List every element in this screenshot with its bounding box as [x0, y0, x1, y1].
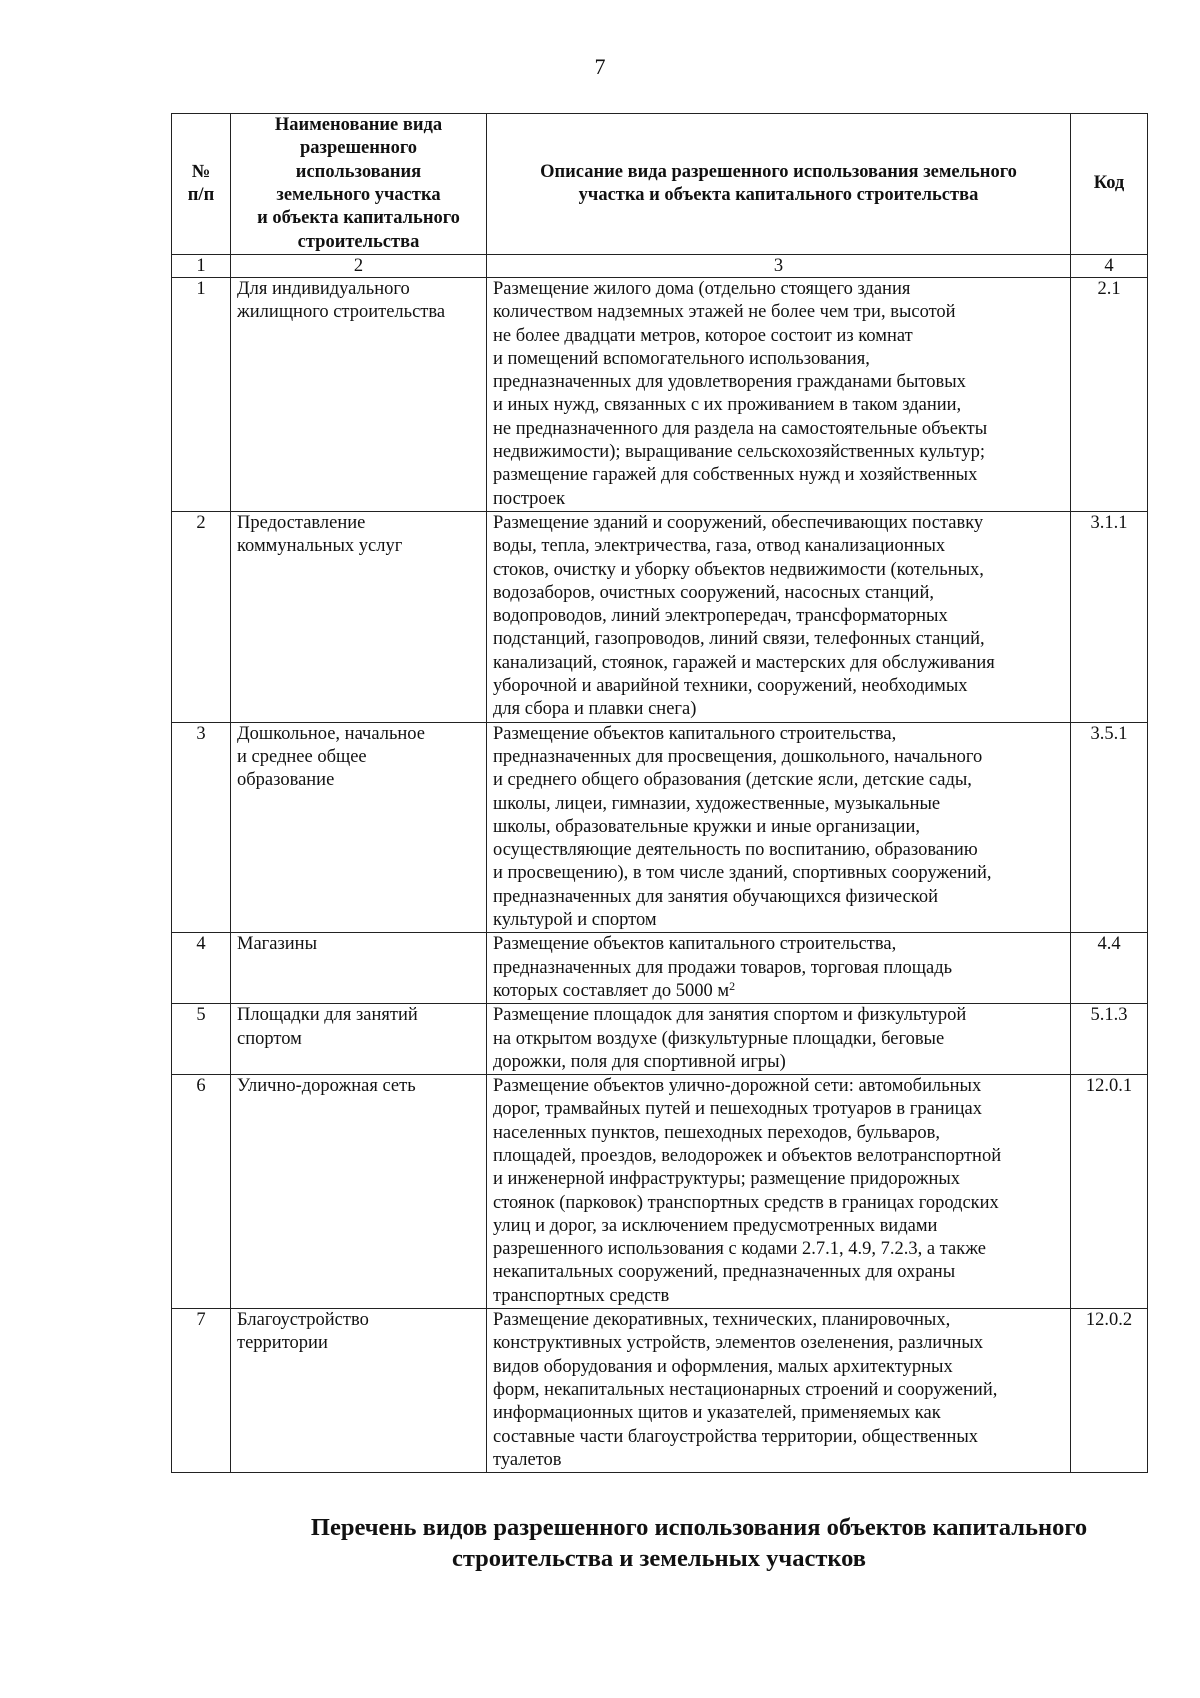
description-line: информационных щитов и указателей, применяемых как	[493, 1403, 941, 1424]
table-row	[172, 1309, 1148, 1473]
land-use-name	[231, 1004, 487, 1075]
table-row	[172, 1004, 1148, 1075]
column-number-row	[172, 255, 1148, 278]
description-line: школы, лицеи, гимназии, художественные, музыкальные	[493, 793, 941, 814]
row-number: 2	[172, 511, 231, 722]
description-line: размещение гаражей для собственных нужд и хозяйственных	[493, 465, 978, 486]
header-line: строительства	[297, 231, 420, 252]
land-use-name-line: Для индивидуального	[237, 279, 410, 299]
land-use-name-line: образование	[237, 770, 335, 791]
land-use-code: 5.1.3	[1071, 1004, 1148, 1075]
description-line: и инженерной инфраструктуры; размещение придорожных	[493, 1169, 961, 1190]
column-number: 1	[172, 255, 231, 278]
description-line: культурой и спортом	[493, 910, 657, 931]
table-row	[172, 722, 1148, 933]
row-number: 1	[172, 278, 231, 512]
description-line: осуществляющие деятельность по воспитанию, образованию	[493, 840, 978, 861]
description-line: разрешенного использования с кодами 2.7.1, 4.9, 7.2.3, а также	[493, 1239, 986, 1260]
section-title-line: Перечень видов разрешенного использования объектов капитального	[310, 1514, 1088, 1541]
description-line: школы, образовательные кружки и иные организации,	[493, 816, 920, 837]
description-line: для сбора и плавки снега)	[493, 699, 697, 720]
land-use-code: 3.5.1	[1071, 722, 1148, 933]
land-use-description	[487, 1004, 1071, 1075]
column-number: 3	[487, 255, 1071, 278]
description-line: составные части благоустройства территории, общественных	[493, 1426, 979, 1447]
land-use-name	[231, 278, 487, 512]
land-use-code: 3.1.1	[1071, 511, 1148, 722]
description-line: Размещение объектов улично-дорожной сети: автомобильных	[493, 1076, 982, 1097]
description-line: на открытом воздухе (физкультурные площадки, беговые	[493, 1028, 945, 1049]
section-title	[171, 1512, 1147, 1574]
land-use-name-line: Площадки для занятий	[237, 1005, 418, 1026]
land-use-name-line: Магазины	[237, 934, 317, 955]
description-line: построек	[493, 488, 566, 509]
land-use-description	[487, 1075, 1071, 1309]
header-num	[172, 114, 231, 255]
header-line: разрешенного	[299, 138, 418, 159]
row-number: 4	[172, 933, 231, 1004]
land-use-name	[231, 722, 487, 933]
header-name	[231, 114, 487, 255]
description-line: предназначенных для удовлетворения гражданами бытовых	[493, 372, 966, 393]
land-use-description	[487, 278, 1071, 512]
header-description	[487, 114, 1071, 255]
land-use-name	[231, 1309, 487, 1473]
description-line: уборочной и аварийной техники, сооружений, необходимых	[493, 676, 968, 697]
header-line: №	[191, 161, 211, 182]
description-line: форм, некапитальных нестационарных строений и сооружений,	[493, 1379, 998, 1400]
table-row	[172, 1075, 1148, 1309]
description-line: стоков, очистку и уборку объектов недвижимости (котельных,	[493, 559, 984, 580]
description-line: не более двадцати метров, которое состоит из комнат	[493, 325, 913, 346]
column-number: 2	[231, 255, 487, 278]
land-use-name-line: территории	[237, 1333, 328, 1354]
description-line: Размещение декоративных, технических, планировочных,	[493, 1310, 951, 1331]
description-line: и иных нужд, связанных с их проживанием в таком здании,	[493, 395, 962, 416]
description-line: Размещение зданий и сооружений, обеспечивающих поставку	[493, 512, 984, 533]
row-number: 3	[172, 722, 231, 933]
header-line: и объекта капитального	[257, 208, 460, 229]
land-use-name-line: Предоставление	[237, 512, 366, 533]
land-use-name-line: жилищного строительства	[237, 302, 446, 323]
description-line: предназначенных для просвещения, дошкольного, начального	[493, 746, 983, 767]
land-use-name-line: Дошкольное, начальное	[237, 723, 425, 744]
description-line: транспортных средств	[493, 1285, 670, 1306]
land-use-name-line: коммунальных услуг	[237, 536, 403, 557]
header-line: Наименование вида	[274, 115, 443, 136]
description-line: воды, тепла, электричества, газа, отвод канализационных	[493, 536, 946, 557]
description-line: туалетов	[493, 1449, 562, 1470]
section-title-line: строительства и земельных участков	[451, 1545, 867, 1572]
description-line: населенных пунктов, пешеходных переходов, бульваров,	[493, 1122, 940, 1143]
table-row	[172, 278, 1148, 512]
header-line: использования	[295, 161, 422, 182]
description-line: некапитальных сооружений, предназначенных для охраны	[493, 1262, 956, 1283]
description-line: Размещение объектов капитального строительства,	[493, 934, 897, 955]
header-line: земельного участка	[276, 185, 441, 205]
header-code	[1071, 114, 1148, 255]
row-number: 5	[172, 1004, 231, 1075]
description-line: водозаборов, очистных сооружений, насосных станций,	[493, 582, 934, 603]
description-line: предназначенных для продажи товаров, торговая площадь	[493, 957, 953, 978]
description-line: канализаций, стоянок, гаражей и мастерских для обслуживания	[493, 652, 995, 673]
land-use-description	[487, 1309, 1071, 1473]
land-use-table	[171, 113, 1148, 1473]
description-line: водопроводов, линий электропередач, трансформаторных	[493, 606, 948, 627]
land-use-name-line: Улично-дорожная сеть	[237, 1076, 416, 1097]
superscript: 2	[729, 978, 736, 993]
description-line: стоянок (парковок) транспортных средств в границах городских	[493, 1192, 999, 1213]
description-line: количеством надземных этажей не более чем три, высотой	[493, 302, 956, 323]
land-use-code: 2.1	[1071, 278, 1148, 512]
row-number: 7	[172, 1309, 231, 1473]
description-line: предназначенных для занятия обучающихся физической	[493, 886, 939, 907]
header-line: Код	[1093, 173, 1125, 194]
land-use-name-line: спортом	[237, 1028, 302, 1049]
description-line: Размещение объектов капитального строительства,	[493, 723, 897, 744]
land-use-name	[231, 1075, 487, 1309]
land-use-code: 12.0.1	[1071, 1075, 1148, 1309]
description-line: площадей, проездов, велодорожек и объектов велотранспортной	[493, 1145, 1002, 1166]
table-header-row	[172, 114, 1148, 255]
description-line: и просвещению), в том числе зданий, спортивных сооружений,	[493, 863, 992, 884]
land-use-code: 4.4	[1071, 933, 1148, 1004]
land-use-description	[487, 722, 1071, 933]
description-line: недвижимости); выращивание сельскохозяйственных культур;	[493, 442, 985, 463]
land-use-code: 12.0.2	[1071, 1309, 1148, 1473]
description-line: подстанций, газопроводов, линий связи, телефонных станций,	[493, 629, 985, 650]
header-line: Описание вида разрешенного использования земельного	[540, 161, 1017, 182]
row-number: 6	[172, 1075, 231, 1309]
land-use-description	[487, 511, 1071, 722]
table-row	[172, 933, 1148, 1004]
land-use-name	[231, 511, 487, 722]
land-use-description	[487, 933, 1071, 1004]
table-row	[172, 511, 1148, 722]
description-line: и помещений вспомогательного использования,	[493, 348, 870, 369]
description-line: улиц и дорог, за исключением предусмотренных видами	[493, 1215, 938, 1236]
description-line: дорог, трамвайных путей и пешеходных тротуаров в границах	[493, 1099, 982, 1120]
description-line: видов оборудования и оформления, малых архитектурных	[493, 1356, 953, 1377]
description-line: которых составляет до 5000 $м^2$	[493, 978, 736, 1001]
land-use-name	[231, 933, 487, 1004]
land-use-name-line: и среднее общее	[237, 746, 367, 767]
description-line: конструктивных устройств, элементов озеленения, различных	[493, 1333, 984, 1354]
page-number: 7	[594, 54, 606, 79]
description-line: и среднего общего образования (детские ясли, детские сады,	[493, 770, 972, 791]
description-line: не предназначенного для раздела на самостоятельные объекты	[493, 418, 988, 439]
header-line: п/п	[187, 185, 215, 205]
description-line: Размещение жилого дома (отдельно стоящего здания	[493, 279, 911, 299]
description-line: Размещение площадок для занятия спортом и физкультурой	[493, 1005, 967, 1026]
column-number: 4	[1071, 255, 1148, 278]
description-line: дорожки, поля для спортивной игры)	[493, 1051, 786, 1072]
header-line: участка и объекта капитального строительства	[578, 185, 979, 205]
land-use-name-line: Благоустройство	[237, 1310, 369, 1331]
